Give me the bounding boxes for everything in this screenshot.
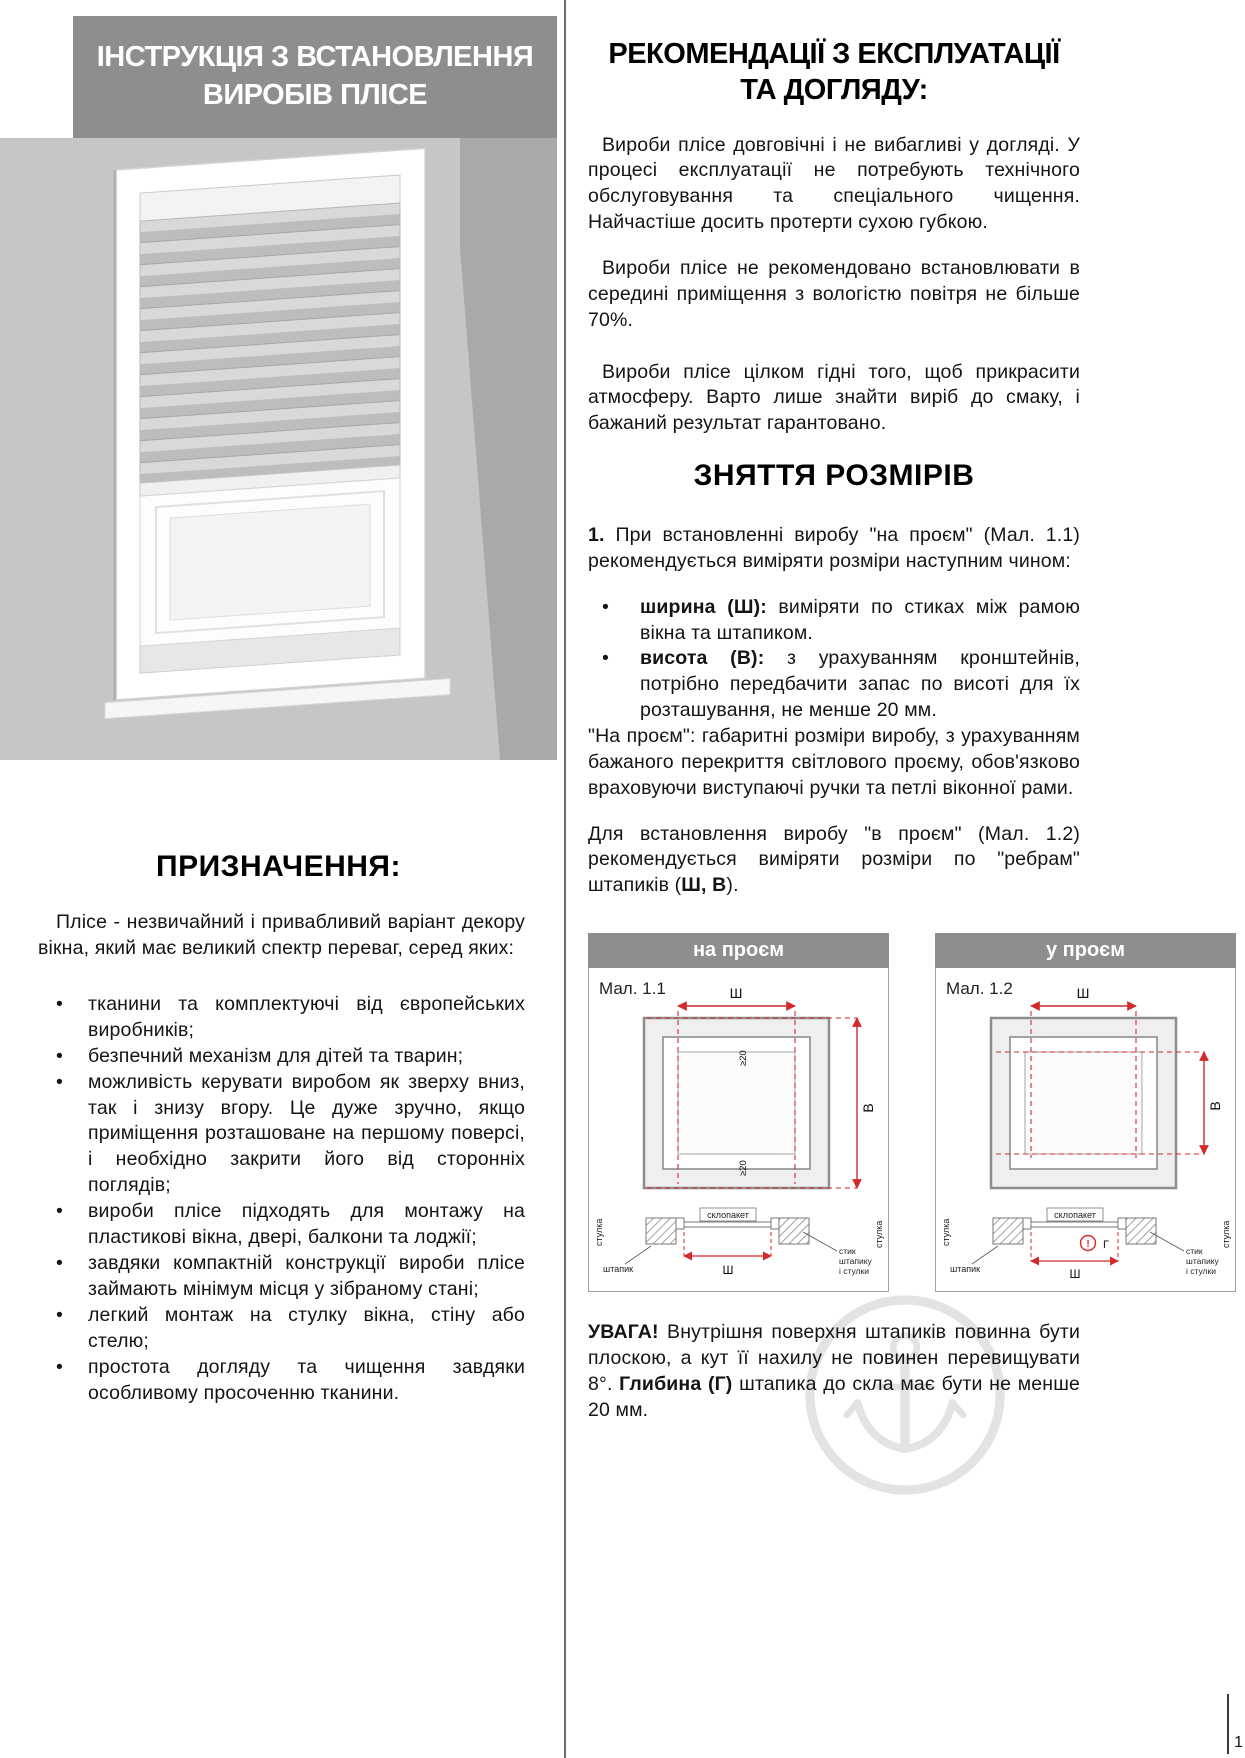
title-line-2: ВИРОБІВ ПЛІСЕ	[202, 79, 428, 111]
list-item	[38, 1044, 525, 1070]
term-height: висота (В):	[640, 647, 765, 670]
fig2-depth-label: Г	[1103, 1239, 1109, 1252]
fig2-sash-right-label: стулка	[1221, 1220, 1231, 1249]
bullet-text: простота догляду та чищення завдяки особливому просоченню тканини.	[88, 1355, 525, 1404]
column-divider	[564, 0, 566, 1758]
attention-text-2: штапика до скла має бути не менше 20 мм.	[588, 1373, 1080, 1422]
fig2-width-label: Ш	[1076, 985, 1090, 1002]
list-item	[38, 1070, 525, 1200]
measuring-paragraph-v	[588, 822, 1080, 900]
bullet-text: тканини та комплектуючі від європейських виробників;	[88, 992, 525, 1041]
fig1-joint-label-1: стик	[839, 1246, 856, 1257]
page-number-rule	[1227, 1694, 1229, 1754]
care-heading-line-1: РЕКОМЕНДАЦІЇ З ЕКСПЛУАТАЦІЇ	[608, 38, 1060, 70]
title-line-1: ІНСТРУКЦІЯ З ВСТАНОВЛЕННЯ	[96, 41, 534, 74]
fig2-caption: Мал. 1.2	[946, 979, 1013, 999]
figure-1-1-header: на проєм	[588, 933, 889, 968]
left-column	[0, 0, 557, 1407]
fig1-window-drawing	[644, 1018, 829, 1188]
list-item	[38, 1199, 525, 1251]
paragraph-text: Для встановлення виробу "в проєм" (Мал. 1.2) рекомендується виміряти розміри по "ребрам" штапиків (	[588, 822, 1080, 897]
bullet-text: завдяки компактній конструкції вироби плісе займають мінімум місця у зібраному стані;	[88, 1252, 525, 1300]
bullet-text: безпечний механізм для дітей та тварин;	[88, 1044, 464, 1067]
fig2-bead-label: штапик	[950, 1264, 981, 1275]
list-item	[38, 992, 525, 1044]
fig-1-2-diagram	[936, 968, 1235, 1289]
term-width-text: виміряти по стиках між рамою вікна та штапиком.	[640, 595, 1080, 644]
list-item	[588, 646, 1080, 724]
attention-depth-bold: Глибина (Г)	[619, 1373, 733, 1396]
fig1-height-label: В	[860, 1103, 876, 1113]
fig2-joint-label-2: штапику	[1186, 1256, 1219, 1267]
figure-1-2-body	[935, 968, 1236, 1292]
fig2-window-drawing	[991, 1018, 1176, 1188]
fig1-gte20-bottom-label: ≥20	[738, 1160, 749, 1177]
care-paragraph-2: Вироби плісе не рекомендовано встановлювати в середині приміщення з вологістю повітря не більше 70%.	[588, 256, 1080, 331]
figure-1-2	[935, 933, 1236, 1292]
fig2-joint-label-1: стик	[1186, 1246, 1203, 1257]
fig1-sash-right-label: стулка	[874, 1220, 884, 1249]
purpose-intro: Плісе - незвичайний і привабливий варіант декору вікна, який має великий спектр переваг, серед яких:	[38, 911, 525, 959]
pleated-blind	[140, 203, 400, 483]
figure-1-1-body	[588, 968, 889, 1292]
care-paragraph-3: Вироби плісе цілком гідні того, щоб прикрасити атмосферу. Варто лише знайти виріб до смаку, і бажаний результат гарантовано.	[588, 360, 1080, 435]
step-text: При встановленні виробу "на проєм" (Мал. 1.1) рекомендується виміряти розміри наступним чином:	[588, 524, 1080, 573]
fig1-glazing-label: склопакет	[707, 1210, 749, 1221]
fig1-width-label: Ш	[729, 985, 743, 1002]
care-paragraph-1: Вироби плісе довговічні і не вибагливі у догляді. У процесі експлуатації не потребують технічного обслуговування та спеціального чищення. Найчастіше досить протерти сухою губкою.	[588, 133, 1080, 234]
measuring-heading: ЗНЯТТЯ РОЗМІРІВ	[693, 459, 975, 493]
fig2-profile-section	[941, 1208, 1231, 1281]
fig-1-1-diagram	[589, 968, 888, 1289]
attention-text-1: Внутрішня поверхня штапиків повинна бути плоскою, а кут її нахилу не повинен перевищувати 8°.	[588, 1321, 1080, 1396]
page-number	[1227, 1694, 1243, 1754]
window-group	[105, 147, 450, 719]
fig2-height-label: В	[1207, 1101, 1223, 1111]
fig1-gte20-top-label: ≥20	[738, 1050, 749, 1067]
window-glass	[170, 504, 370, 620]
product-photo	[0, 138, 557, 760]
purpose-bullet-list	[38, 992, 525, 1407]
bullet-text: легкий монтаж на стулку вікна, стіну або стелю;	[88, 1303, 525, 1352]
fig2-sash-left-label: стулка	[941, 1218, 951, 1247]
paragraph-text: ).	[726, 874, 739, 897]
fig1-bead-label: штапик	[603, 1264, 634, 1275]
attention-paragraph	[588, 1320, 1080, 1424]
term-width: ширина (Ш):	[640, 595, 767, 618]
bullet-text: можливість керувати виробом як зверху вниз, так і знизу вгору. Це дуже зручно, якщо приміщення розташоване на першому поверсі, і необхідно закрити його від сторонніх поглядів;	[88, 1070, 525, 1197]
fig1-profile-section	[594, 1208, 884, 1277]
fig1-width-bottom-label: Ш	[722, 1263, 734, 1278]
measuring-paragraph-na: "На проєм": габаритні розміри виробу, з урахуванням бажаного перекриття світлового проєму, обов'язково враховуючи виступаючі ручки та петлі віконної рами.	[588, 725, 1080, 800]
fig2-warning-mark: !	[1086, 1239, 1090, 1251]
list-item	[588, 595, 1080, 647]
measuring-bullet-list	[588, 595, 1080, 725]
list-item	[38, 1251, 525, 1303]
step-number: 1.	[588, 524, 605, 547]
figure-1-2-header: у проєм	[935, 933, 1236, 968]
fig2-joint-label-3: і стулки	[1186, 1266, 1216, 1277]
page-number-value: 1	[1234, 1734, 1243, 1751]
fig1-caption: Мал. 1.1	[599, 979, 666, 999]
care-heading	[588, 36, 1080, 109]
bullet-text: вироби плісе підходять для монтажу на пластикові вікна, двері, балкони та лоджії;	[88, 1200, 525, 1249]
fig2-glazing-label: склопакет	[1054, 1210, 1096, 1221]
attention-label: УВАГА!	[588, 1321, 659, 1344]
fig1-sash-left-label: стулка	[594, 1218, 604, 1247]
care-heading-line-2: ТА ДОГЛЯДУ:	[740, 74, 928, 107]
right-column	[566, 0, 1245, 1443]
purpose-heading: ПРИЗНАЧЕННЯ:	[156, 850, 401, 883]
fig1-joint-label-2: штапику	[839, 1256, 872, 1267]
figures-row	[588, 933, 1236, 1292]
term-height-text: з урахуванням кронштейнів, потрібно передбачити запас по висоті для їх розташування, не менше 20 мм.	[640, 647, 1080, 722]
fig1-joint-label-3: і стулки	[839, 1266, 869, 1277]
measuring-step-1	[588, 523, 1080, 575]
list-item	[38, 1355, 525, 1407]
window-blind-illustration	[0, 138, 557, 760]
fig2-width-bottom-label: Ш	[1069, 1267, 1081, 1282]
figure-1-1	[588, 933, 889, 1292]
list-item	[38, 1303, 525, 1355]
dims-bold: Ш, В	[681, 874, 727, 897]
document-title	[73, 16, 557, 138]
